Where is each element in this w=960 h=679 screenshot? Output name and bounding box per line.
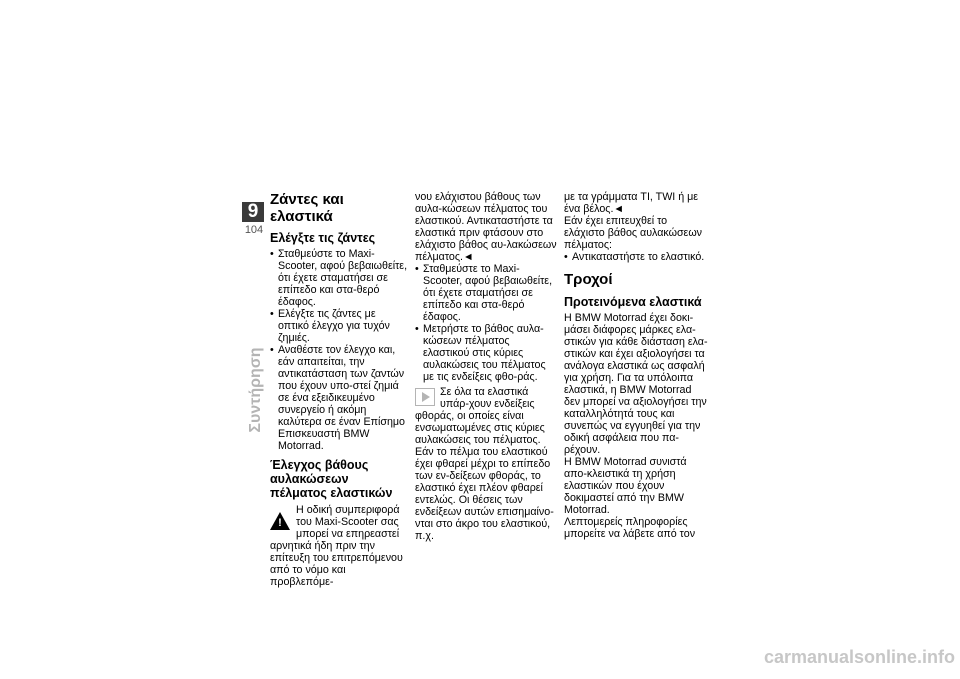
note-arrow-icon bbox=[415, 388, 435, 406]
subsection-title: Προτεινόμενα ελαστικά bbox=[564, 295, 702, 309]
chapter-number: 9 bbox=[242, 202, 264, 222]
paragraph: με τα γράμματα TI, TWI ή με ένα βέλος.◄ bbox=[564, 191, 699, 215]
subsection-title: Έλεγχος βάθους αυλακώσεων πέλματος ελαστικών bbox=[270, 458, 393, 500]
section-title: Ζάντες και ελαστικά bbox=[270, 191, 344, 225]
page-number: 104 bbox=[244, 224, 264, 236]
list-item: • Σταθμεύστε το Maxi-Scooter, αφού βεβαιωθείτε, ότι έχετε σταματήσει σε επίπεδο και στα-θερό έδαφος. bbox=[415, 263, 557, 323]
note-text: Σε όλα τα ελαστικά υπάρ-χουν ενδείξεις φθοράς, οι οποίες είναι ενσωματωμένες στις κύριες αυλακώσεις του πέλματος. Εάν το πέλμα του ελαστικού έχει φθαρεί μέχρι το επίπεδο των εν-δείξεων φθοράς, το ελαστικό έχει πλέον φθαρεί εντελώς. Οι θέσεις των ενδείξεων αυτών επισημαίνο-νται στο άκρο του ελαστικού, π.χ. bbox=[415, 386, 554, 542]
paragraph: νου ελάχιστου βάθους των αυλα-κώσεων πέλματος του ελαστικού. Αντικαταστήστε τα ελαστικά πριν φτάσουν στο ελάχιστο βάθος αυ-λακώσεων πέλματος.◄ bbox=[415, 191, 557, 263]
section-title: Τροχοί bbox=[564, 271, 613, 288]
bullet-list bbox=[415, 263, 557, 383]
section-side-label-text: Συντήρηση bbox=[247, 347, 264, 433]
paragraph: Λεπτομερείς πληροφορίες μπορείτε να λάβετε από τον bbox=[564, 516, 696, 540]
paragraph: Η BMW Motorrad συνιστά απο-κλειστικά τη χρήση ελαστικών που έχουν δοκιμαστεί από την BMW Motorrad. bbox=[564, 456, 687, 516]
column-1 bbox=[270, 191, 408, 588]
list-item: • Ελέγξτε τις ζάντες με οπτικό έλεγχο για τυχόν ζημιές. bbox=[270, 308, 408, 344]
note-block bbox=[415, 386, 557, 542]
list-item: • Αντικαταστήστε το ελαστικό. bbox=[564, 251, 709, 263]
list-item: • Μετρήστε το βάθος αυλα-κώσεων πέλματος ελαστικού στις κύριες αυλακώσεις του πέλματος με τις ενδείξεις φθο-ράς. bbox=[415, 323, 557, 383]
warning-icon bbox=[270, 512, 290, 530]
list-item: • Αναθέστε τον έλεγχο και, εάν απαιτείται, την αντικατάσταση των ζαντών που έχουν υπο-στεί ζημιά σε ένα εξειδικευμένο συνεργείο ή ακόμη καλύτερα σε έναν Επίσημο Επισκευαστή BMW Motorrad. bbox=[270, 344, 408, 452]
bullet-list bbox=[564, 251, 709, 263]
paragraph: Εάν έχει επιτευχθεί το ελάχιστο βάθος αυλακώσεων πέλματος: bbox=[564, 215, 703, 251]
bullet-list bbox=[270, 248, 408, 452]
column-3 bbox=[564, 191, 709, 540]
warning-text: Η οδική συμπεριφορά του Maxi-Scooter σας μπορεί να επηρεαστεί αρνητικά ήδη πριν την επίτευξη του επιτρεπόμενου από το νόμο και προβλεπόμε- bbox=[270, 504, 403, 588]
subsection-title: Ελέγξτε τις ζάντες bbox=[270, 231, 376, 245]
list-item: • Σταθμεύστε το Maxi-Scooter, αφού βεβαιωθείτε, ότι έχετε σταματήσει σε επίπεδο και στα-θερό έδαφος. bbox=[270, 248, 408, 308]
paragraph: Η BMW Motorrad έχει δοκι-μάσει διάφορες μάρκες ελα-στικών για κάθε διάσταση ελα-στικών και έχει αξιολογήσει τα ανάλογα ελαστικά ως ασφαλή για χρήση. Για τα υπόλοιπα ελαστικά, η BMW Motorrad δεν μπορεί να αξιολογήσει την καταλληλότητά τους και συνεπώς να εγγυηθεί για την οδική ασφάλεια που πα-ρέχουν. bbox=[564, 312, 708, 456]
warning-block bbox=[270, 504, 408, 588]
column-2 bbox=[415, 191, 557, 542]
watermark: carmanualsonline.info bbox=[763, 647, 955, 667]
